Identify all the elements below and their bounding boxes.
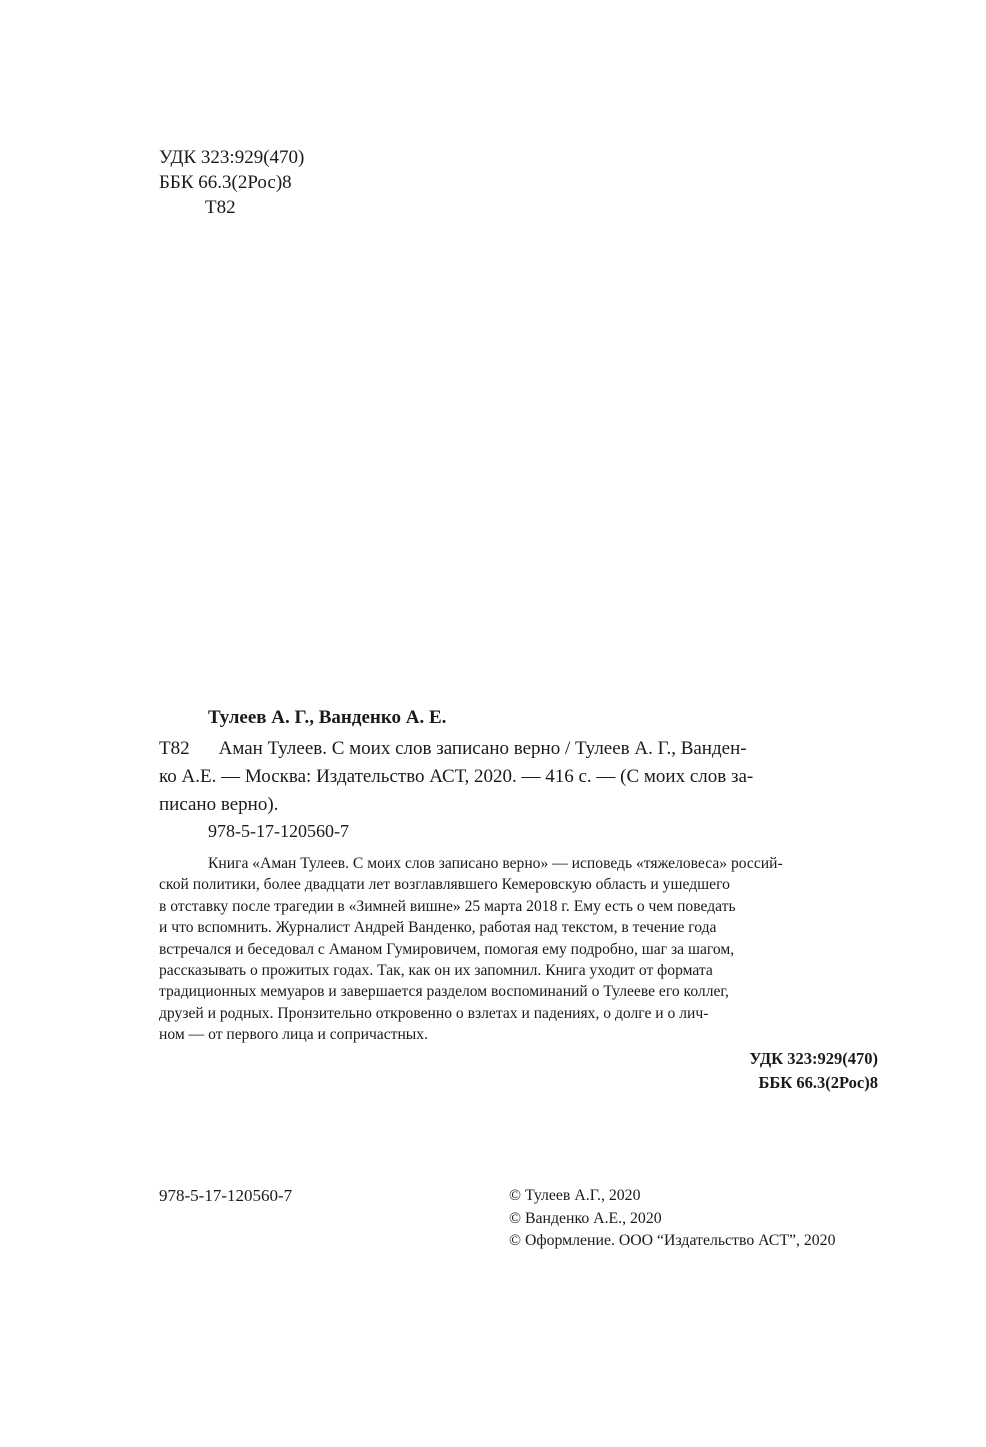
card-code: Т82: [159, 738, 190, 759]
abstract-line: ном — от первого лица и сопричастных.: [159, 1026, 428, 1044]
card-authors: Тулеев А. Г., Ванденко А. Е.: [208, 707, 447, 728]
card-bbk: ББК 66.3(2Рос)8: [758, 1073, 878, 1092]
abstract-line: рассказывать о прожитых годах. Так, как он их запомнил. Книга уходит от формата: [159, 962, 713, 980]
card-title-text-1: Аман Тулеев. С моих слов записано верно / Тулеев А. Г., Ванден-: [218, 738, 747, 759]
copyright-line: © Тулеев А.Г., 2020: [509, 1187, 641, 1204]
card-isbn: 978-5-17-120560-7: [208, 821, 349, 841]
abstract-line: традиционных мемуаров и завершается разделом воспоминаний о Тулееве его коллег,: [159, 983, 729, 1001]
card-title-line-1: [159, 735, 878, 763]
abstract-line: ской политики, более двадцати лет возглавлявшего Кемеровскую область и ушедшего: [159, 876, 730, 894]
card-title-line-3: писано верно).: [159, 794, 279, 815]
copyright-line: © Оформление. ООО “Издательство АСТ”, 2020: [509, 1232, 836, 1249]
abstract-line: Книга «Аман Тулеев. С моих слов записано верно» — исповедь «тяжеловеса» россий-: [208, 855, 783, 872]
copyright-block: [509, 1185, 835, 1253]
abstract-line: друзей и родных. Пронзительно откровенно о взлетах и падениях, о долге и о лич-: [159, 1004, 709, 1022]
abstract-line: встречался и беседовал с Аманом Гумировичем, помогая ему подробно, шаг за шагом,: [159, 940, 735, 958]
card-title-block: [159, 735, 878, 819]
author-code-top: Т82: [205, 197, 236, 218]
card-udk: УДК 323:929(470): [749, 1049, 878, 1068]
abstract-line: и что вспомнить. Журналист Андрей Ванденко, работая над текстом, в течение года: [159, 919, 717, 937]
bbk-top: ББК 66.3(2Рос)8: [159, 172, 292, 193]
card-title-line-2: ко А.Е. — Москва: Издательство АСТ, 2020. — 416 с. — (С моих слов за-: [159, 766, 754, 787]
card-abstract: [159, 853, 878, 1046]
abstract-line: в отставку после трагедии в «Зимней вишне» 25 марта 2018 г. Ему есть о чем поведать: [159, 897, 736, 915]
isbn-bottom: 978-5-17-120560-7: [159, 1186, 293, 1205]
udk-top: УДК 323:929(470): [159, 147, 305, 168]
copyright-line: © Ванденко А.Е., 2020: [509, 1209, 662, 1227]
